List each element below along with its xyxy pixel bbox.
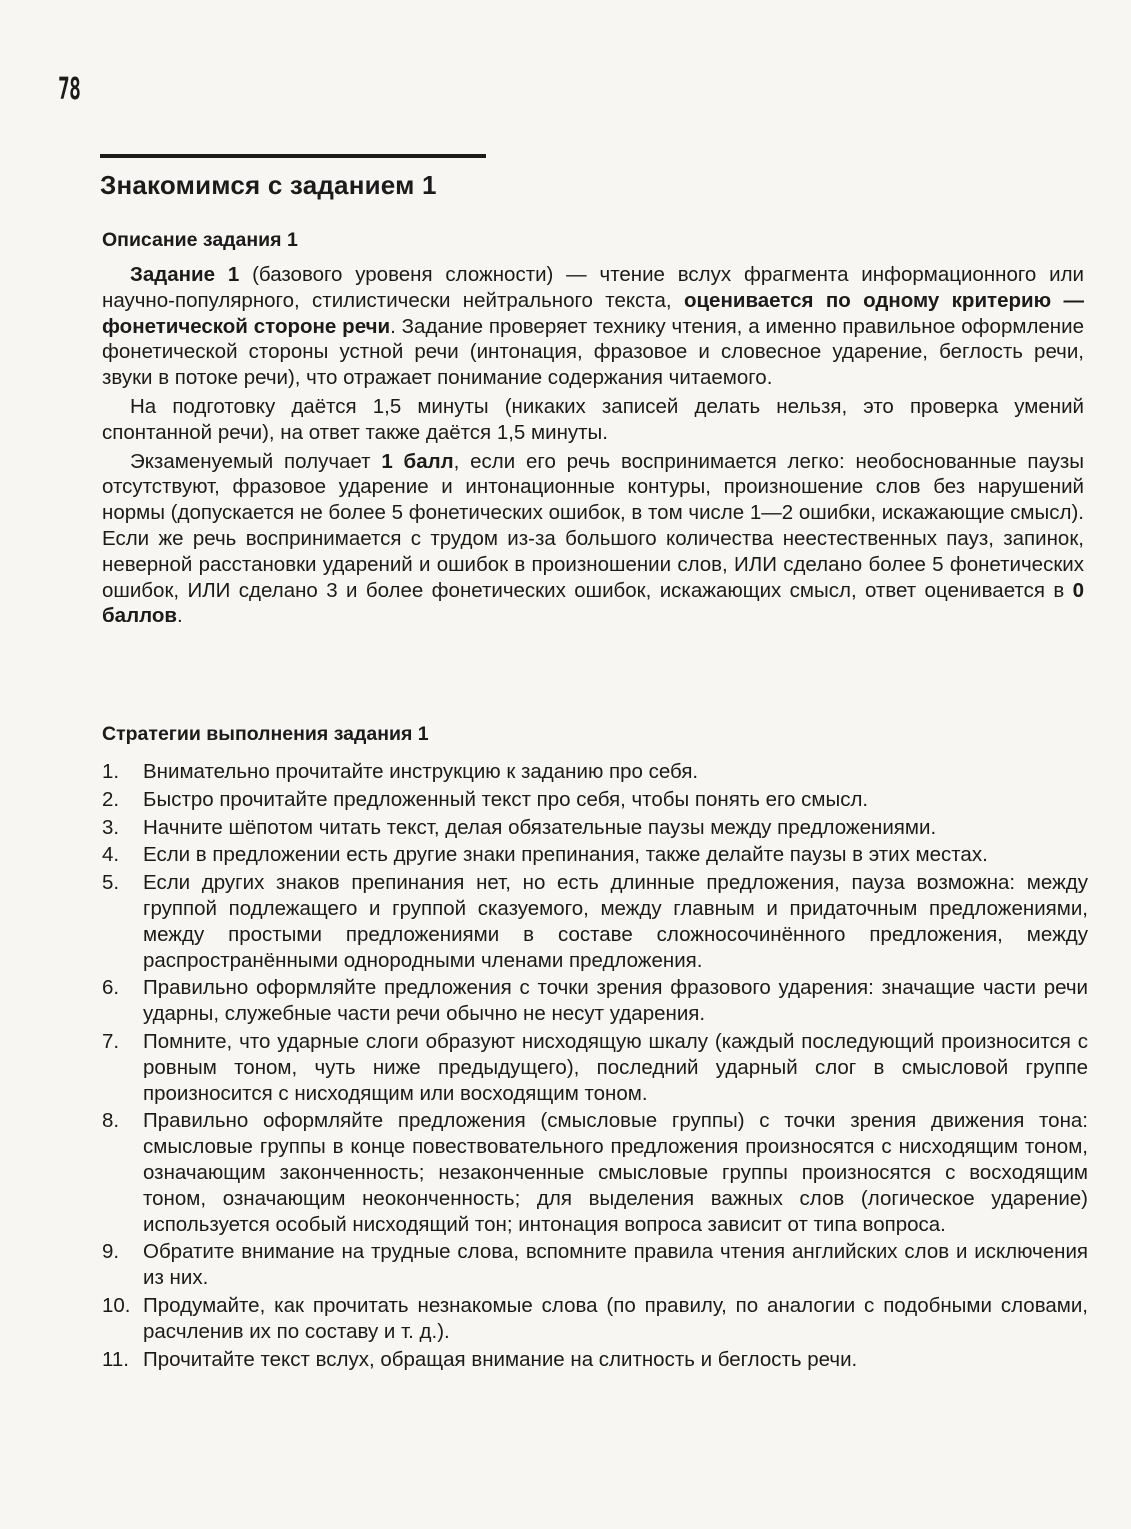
section-title: Знакомимся с заданием 1 (100, 170, 437, 200)
strategy-number: 8. (102, 1109, 120, 1133)
strategy-item (102, 842, 1088, 868)
strategy-text: Начните шёпотом читать текст, делая обязательные паузы между предложениями. (143, 815, 937, 839)
strategy-number: 7. (102, 1029, 120, 1053)
paragraph-3-text-b: , если его речь воспринимается легко: необоснованные паузы отсутствуют, фразовое ударение и интонационные контуры, произношение слов без нарушений нормы (допускается не более 5 фонетических ошибок, в том числе 1—2 ошибки, искажающие смысл). Если же речь воспринимается с трудом из-за большого количества неестественных пауз, запинок, неверной расстановки ударений и ошибок в произношении слов, ИЛИ сделано более 5 фонетических ошибок, ИЛИ сделано 3 и более фонетических ошибок, искажающих смысл, ответ оценивается в (102, 449, 1084, 602)
strategies-heading: Стратегии выполнения задания 1 (102, 723, 429, 745)
strategy-item (102, 975, 1088, 1027)
paragraph-1-text-a: (базового уровеня сложности) — чтение вслух фрагмента информационного или научно-популярного, стилистически нейтрального текста, (102, 263, 1084, 312)
strategy-number: 3. (102, 815, 120, 839)
criterion-emphasis: оценивается по одному критерию — фонетической стороне речи (102, 288, 1084, 338)
strategy-text: Прочитайте текст вслух, обращая внимание на слитность и беглость речи. (143, 1347, 858, 1371)
strategy-text: Правильно оформляйте предложения с точки зрения фразового ударения: значащие части речи ударны, служебные части речи обычно не несут ударения. (143, 976, 1088, 1026)
strategy-item (102, 815, 1088, 841)
description-paragraph-3 (102, 449, 1084, 630)
strategy-item (102, 759, 1088, 785)
strategy-number: 2. (102, 787, 120, 811)
strategy-item (102, 1293, 1088, 1345)
strategy-item (102, 1239, 1088, 1291)
strategy-text: Обратите внимание на трудные слова, вспомните правила чтения английских слов и исключения из них. (143, 1240, 1088, 1290)
paragraph-3-text-c: . (176, 604, 183, 628)
strategy-text: Продумайте, как прочитать незнакомые слова (по правилу, по аналогии с подобными словами, расчленив их по составу и т. д.). (143, 1293, 1088, 1343)
strategy-text: Если в предложении есть другие знаки препинания, также делайте паузы в этих местах. (143, 843, 988, 867)
strategies-list (102, 759, 1088, 1374)
strategy-text: Правильно оформляйте предложения (смысловые группы) с точки зрения движения тона: смысловые группы в конце повествовательного предложения произносятся с нисходящим тоном, означающим законченность; незаконченные смысловые группы произносятся с восходящим тоном, означающим неоконченность; для выделения важных слов (логическое ударение) используется особый нисходящий тон; интонация вопроса зависит от типа вопроса. (143, 1109, 1088, 1236)
strategy-number: 6. (102, 976, 120, 1000)
title-rule (100, 154, 486, 158)
strategy-number: 11. (102, 1347, 129, 1371)
description-body (102, 262, 1084, 632)
strategy-text: Помните, что ударные слоги образуют нисходящую шкалу (каждый последующий произносится с ровным тоном, чуть ниже предыдущего), последний ударный слог в смысловой группе произносится с нисходящим или восходящим тоном. (143, 1029, 1088, 1105)
strategy-number: 4. (102, 843, 120, 867)
strategy-text: Быстро прочитайте предложенный текст про себя, чтобы понять его смысл. (143, 787, 869, 811)
strategy-item (102, 870, 1088, 973)
task-label: Задание 1 (130, 263, 240, 286)
description-heading: Описание задания 1 (102, 229, 298, 251)
paragraph-1-text-b: . Задание проверяет технику чтения, а именно правильное оформление фонетической стороны устной речи (интонация, фразовое и словесное ударение, беглость речи, звуки в потоке речи), что отражает понимание содержания читаемого. (102, 314, 1084, 390)
score-zero-points: 0 баллов (102, 578, 1084, 628)
description-paragraph-2: На подготовку даётся 1,5 минуты (никаких записей делать нельзя, это проверка умений спонтанной речи), на ответ также даётся 1,5 минуты. (102, 394, 1084, 444)
strategy-item (102, 1029, 1088, 1106)
strategy-item (102, 1108, 1088, 1237)
score-one-point: 1 балл (381, 449, 454, 473)
page-number: 78 (58, 72, 81, 107)
strategy-item (102, 787, 1088, 813)
strategy-number: 10. (102, 1293, 131, 1317)
strategy-item (102, 1347, 1088, 1373)
strategy-number: 5. (102, 871, 120, 895)
strategy-number: 1. (102, 760, 120, 783)
strategy-number: 9. (102, 1240, 120, 1264)
strategy-text: Если других знаков препинания нет, но есть длинные предложения, пауза возможна: между группой подлежащего и группой сказуемого, между главным и придаточным предложениями, между простыми предложениями в составе сложносочинённого предложения, между распространёнными однородными членами предложения. (143, 871, 1088, 972)
paragraph-3-text-a: Экзаменуемый получает (130, 449, 382, 473)
description-paragraph-1 (102, 262, 1084, 391)
strategy-text: Внимательно прочитайте инструкцию к заданию про себя. (143, 760, 699, 783)
